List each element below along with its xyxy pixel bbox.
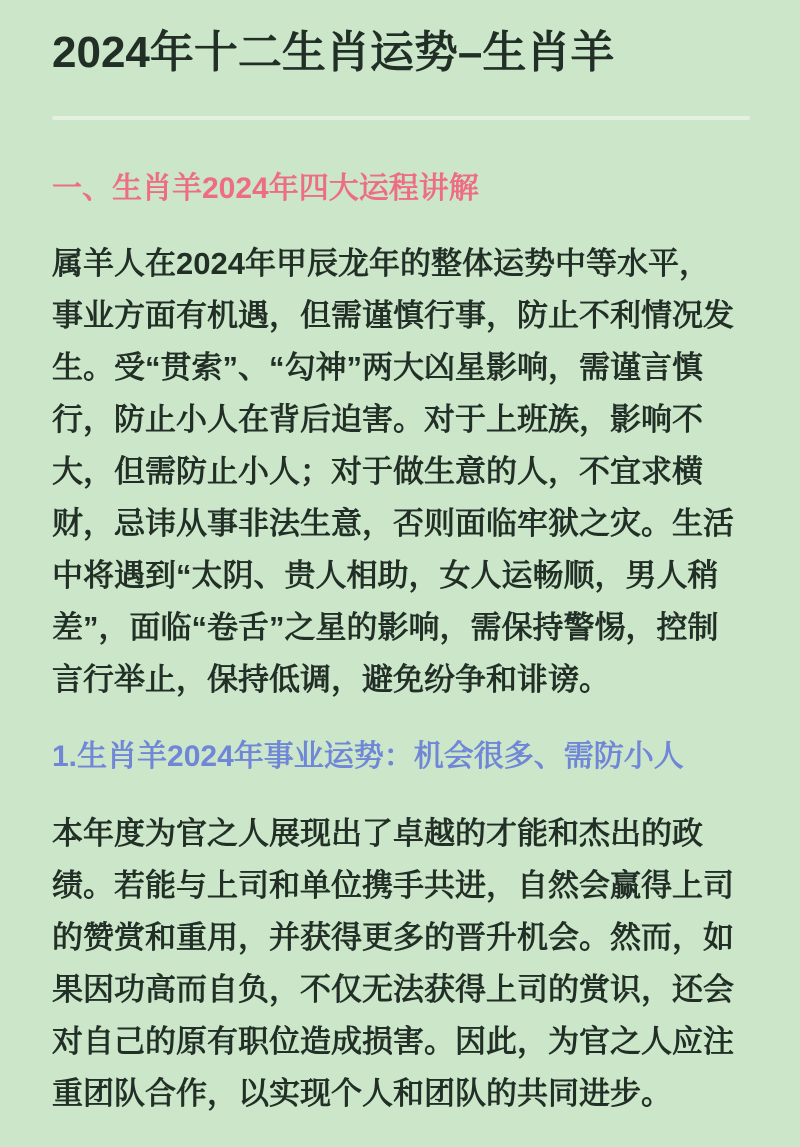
text-line: 财，忌讳从事非法生意，否则面临牢狱之灾。生活	[52, 506, 734, 541]
page-title: 2024年十二生肖运势–生肖羊	[52, 28, 615, 77]
text-line: 对自己的原有职位造成损害。因此，为官之人应注	[52, 1024, 734, 1059]
text-line: 果因功高而自负，不仅无法获得上司的赏识，还会	[52, 972, 734, 1007]
title-divider	[52, 116, 750, 120]
text-line: 本年度为官之人展现出了卓越的才能和杰出的政	[52, 816, 703, 851]
text-line: 重团队合作，以实现个人和团队的共同进步。	[52, 1076, 672, 1111]
text-line: 绩。若能与上司和单位携手共进，自然会赢得上司	[52, 868, 734, 903]
career-paragraph	[52, 808, 750, 1120]
text-line: 中将遇到“太阴、贵人相助，女人运畅顺，男人稍	[52, 558, 719, 593]
text-line: 差”，面临“卷舌”之星的影响，需保持警惕，控制	[52, 610, 719, 645]
text-line: 属羊人在2024年甲辰龙年的整体运势中等水平，	[52, 246, 710, 281]
text-line: 生。受“贯索”、“勾神”两大凶星影响，需谨言慎	[52, 350, 703, 385]
text-line: 的赞赏和重用，并获得更多的晋升机会。然而，如	[52, 920, 734, 955]
overview-paragraph	[52, 238, 750, 706]
text-line: 行，防止小人在背后迫害。对于上班族，影响不	[52, 402, 703, 437]
text-line: 言行举止，保持低调，避免纷争和诽谤。	[52, 662, 610, 697]
text-line: 事业方面有机遇，但需谨慎行事，防止不利情况发	[52, 298, 734, 333]
section-career-heading: 1.生肖羊2024年事业运势：机会很多、需防小人	[52, 740, 684, 773]
section-overview-heading: 一、生肖羊2024年四大运程讲解	[52, 172, 479, 205]
text-line: 大，但需防止小人；对于做生意的人，不宜求横	[52, 454, 703, 489]
